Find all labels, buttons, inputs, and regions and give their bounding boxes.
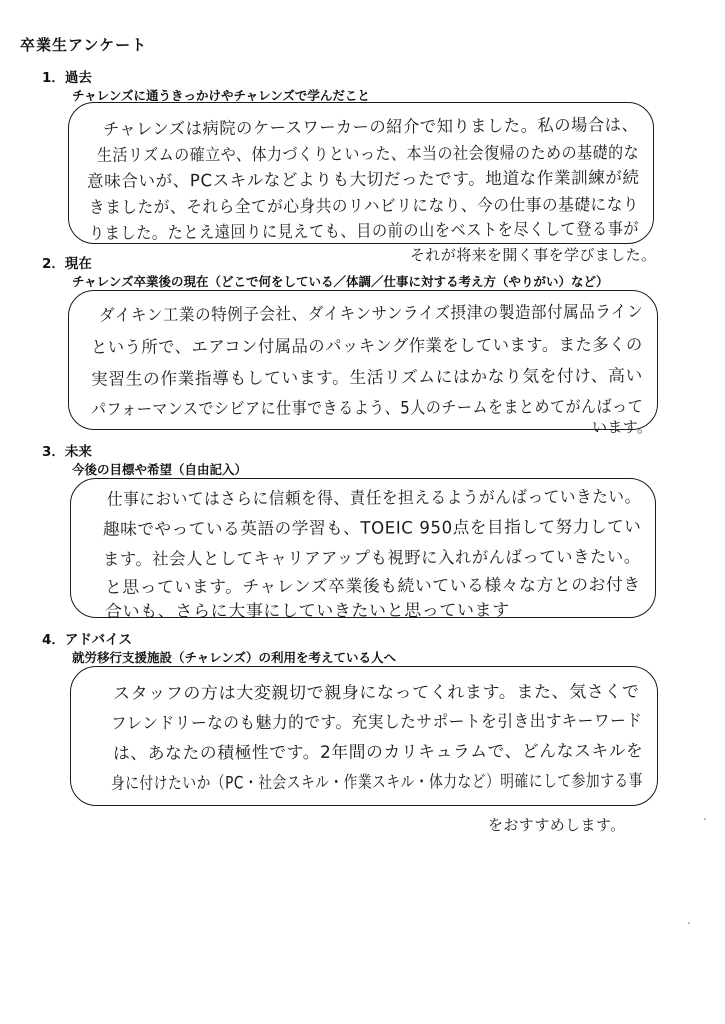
section-1-answer-trailing: それが将来を開く事を学びました。 xyxy=(410,246,657,264)
section-3-heading: 3．未来 xyxy=(42,444,92,460)
section-4-answer-line: スタッフの方は大変親切で親身になってくれます。また、気さくで xyxy=(112,682,640,704)
section-3-answer-box xyxy=(70,478,656,622)
section-2-answer-line: 実習生の作業指導もしています。生活リズムにはかなり気を付け、高い xyxy=(90,366,643,390)
section-3-answer-line: と思っています。チャレンズ卒業後も続いている様々な方とのお付き xyxy=(104,575,641,598)
section-4-answer-line: フレンドリーなのも魅力的です。充実したサポートを引き出すキーワード xyxy=(110,711,643,734)
section-1-answer-line: 意味合いが、PCスキルなどよりも大切だったです。地道な作業訓練が続 xyxy=(86,168,640,192)
section-4-answer-line: は、あなたの積極性です。2年間のカリキュラムで、どんなスキルを xyxy=(112,741,644,764)
page-title: 卒業生アンケート xyxy=(20,36,148,54)
section-3-answer-line: 趣味でやっている英語の学習も、TOEIC 950点を目指して努力してい xyxy=(102,517,642,540)
section-3-answer-line: 仕事においてはさらに信頼を得、責任を担えるようがんばっていきたい。 xyxy=(106,487,641,510)
section-3-answer-line: ます。社会人としてキャリアアップも視野に入れがんばっていきたい。 xyxy=(102,547,641,570)
section-2-answer-trailing: います。 xyxy=(592,418,653,436)
section-3-answer-line: 合いも、さらに大事にしていきたいと思っています xyxy=(104,600,510,622)
section-4-answer-box xyxy=(70,666,658,806)
section-2-heading: 2．現在 xyxy=(42,256,92,272)
section-2-question: チャレンズ卒業後の現在（どこで何をしている／体調／仕事に対する考え方（やりがい）など） xyxy=(72,274,609,289)
section-2-answer-box xyxy=(68,290,658,430)
section-4-question: 就労移行支援施設（チャレンズ）の利用を考えている人へ xyxy=(72,650,396,665)
section-2-answer-line: ダイキン工業の特例子会社、ダイキンサンライズ摂津の製造部付属品ライン xyxy=(98,302,644,326)
section-4-answer-trailing: をおすすめします。 xyxy=(488,816,626,834)
section-1-answer-line: チャレンズは病院のケースワーカーの紹介で知りました。私の場合は、 xyxy=(102,115,639,140)
section-1-heading: 1．過去 xyxy=(42,70,92,86)
section-4-answer-line: 身に付けたいか（PC・社会スキル・作業スキル・体力など）明確にして参加する事 xyxy=(110,771,643,794)
scan-speck xyxy=(704,818,706,820)
section-1-answer-line: きましたが、それら全てが心身共のリハビリになり、今の仕事の基礎になり xyxy=(88,195,640,218)
section-3-question: 今後の目標や希望（自由記入） xyxy=(72,462,248,477)
scan-speck xyxy=(688,922,690,924)
section-1-answer-box xyxy=(68,102,654,244)
section-4-heading: 4．アドバイス xyxy=(42,632,132,648)
section-1-question: チャレンズに通うきっかけやチャレンズで学んだこと xyxy=(72,88,370,103)
section-2-answer-line: という所で、エアコン付属品のパッキング作業をしています。また多くの xyxy=(90,335,643,358)
section-1-answer-line: りました。たとえ遠回りに見えても、目の前の山をベストを尽くして登る事が xyxy=(88,219,640,244)
section-2-answer-line: パフォーマンスでシビアに仕事できるよう、5人のチームをまとめてがんばって xyxy=(90,397,644,420)
section-1-answer-line: 生活リズムの確立や、体力づくりといった、本当の社会復帰のための基礎的な xyxy=(96,143,640,166)
